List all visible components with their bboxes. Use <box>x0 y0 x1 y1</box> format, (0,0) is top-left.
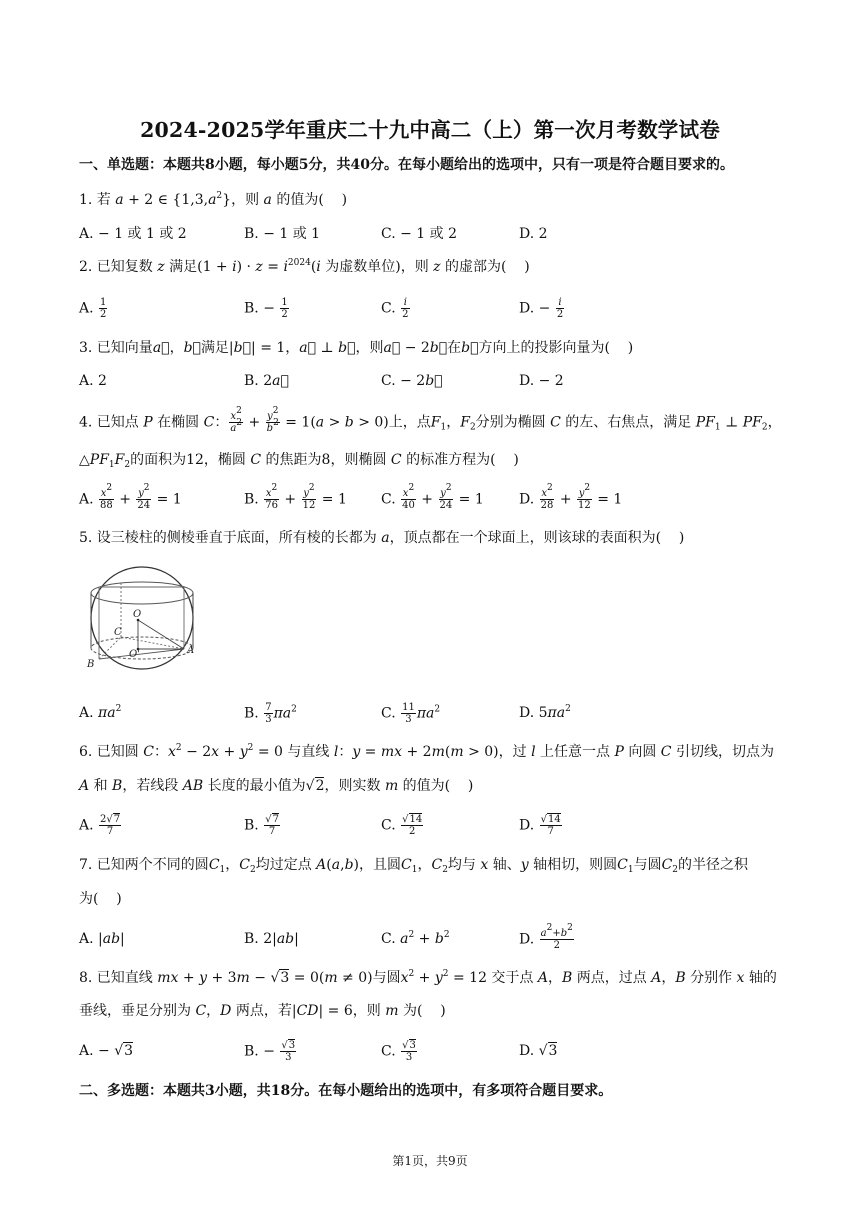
option-c: C. $\frac{11}{3}$ $\pi a^2$ <box>381 702 441 725</box>
question-2-options <box>79 297 779 319</box>
option-a: A. $\frac{2√7}{7}$ <box>79 814 121 837</box>
question-7-stem-line1: 7. 已知两个不同的圆$C_1$，$C_2$均过定点 A(a,b)，且圆$C_1$，$C_2$均与 x 轴、y 轴相切，则圆$C_1$与圆$C_2$的半径之积 <box>79 857 749 875</box>
option-c: C. $\frac{√3}{3}$ <box>381 1040 416 1063</box>
label-b: B <box>87 659 95 670</box>
question-1-stem: 1. 若 a + 2 ∈ $\{1,3,a^2\}$，则 a 的值为( ) <box>79 191 348 208</box>
option-a: A. $\pi a^2$ <box>79 704 122 721</box>
option-c: C. $\frac{x^2}{40}$ + $\frac{y^2}{24}$ = 1 <box>381 483 484 511</box>
question-7-stem-line2: 为( ) <box>79 891 122 907</box>
option-b: B. − $\frac{√3}{3}$ <box>244 1040 296 1063</box>
option-c: C. $\frac{i}{2}$ <box>381 297 409 320</box>
question-5-stem: 5. 设三棱柱的侧棱垂直于底面，所有棱的长都为 a，顶点都在一个球面上，则该球的表面积为( ) <box>79 530 685 546</box>
option-b: B. 2a⃗ <box>244 373 289 389</box>
option-d: D. $\frac{a^2+b^2}{2}$ <box>519 923 573 951</box>
option-b: B. $\frac{√7}{7}$ <box>244 814 279 837</box>
option-d: D. $\frac{√14}{7}$ <box>519 814 561 837</box>
label-c: C <box>114 627 122 638</box>
page-title: 2024-2025学年重庆二十九中高二（上）第一次月考数学试卷 <box>140 118 720 142</box>
option-a: A. |ab| <box>79 931 125 947</box>
option-d: D. √3 <box>519 1043 558 1059</box>
question-2-stem: 2. 已知复数 z 满足$(1 + i) \cdot z = i^{2024}(i$ 为虚数单位)，则 z 的虚部为( ) <box>79 258 530 275</box>
option-d: D. $\frac{x^2}{28}$ + $\frac{y^2}{12}$ = 1 <box>519 483 623 511</box>
question-7-options <box>79 923 779 951</box>
option-a: A. − 1 或 1 或 2 <box>79 226 187 242</box>
page-footer: 第1页，共9页 <box>392 1154 468 1168</box>
section-1-heading: 一、单选题：本题共8小题，每小题5分，共40分。在每小题给出的选项中，只有一项是符合题目要求的。 <box>79 157 734 173</box>
option-a: A. − √3 <box>79 1043 134 1059</box>
option-d: D. 2 <box>519 226 548 242</box>
option-c: C. $\frac{√14}{2}$ <box>381 814 423 837</box>
question-4-stem-line1: 4. 已知点 P 在椭圆 C： $\frac{x^2}{a^2}$ + $\frac{y^2}{b^2}$ = 1(a > b > 0)上，点$F_1$，$F_2$分别为椭圆 C 的左、右焦点，满足 $PF_1$ ⊥ $PF_2$， <box>79 406 782 434</box>
question-4-stem-line2: $\triangle PF_1F_2$的面积为12，椭圆 C 的焦距为8，则椭圆 C 的标准方程为( ) <box>79 452 519 470</box>
question-4-options <box>79 483 779 511</box>
option-b: B. − 1 或 1 <box>244 226 321 242</box>
option-d: D. − 2 <box>519 373 564 389</box>
option-b: B. $\frac{7}{3}$ $\pi a^2$ <box>244 702 297 725</box>
option-b: B. 2|ab| <box>244 931 299 947</box>
option-b: B. − $\frac{1}{2}$ <box>244 297 288 320</box>
question-5-options <box>79 702 779 724</box>
question-6-stem-line2: A 和 B，若线段 AB 长度的最小值为√2，则实数 m 的值为( ) <box>79 778 474 794</box>
option-d: D. − $\frac{i}{2}$ <box>519 297 564 320</box>
label-o-prime: O' <box>129 649 140 660</box>
option-b: B. $\frac{x^2}{76}$ + $\frac{y^2}{12}$ = 1 <box>244 483 347 511</box>
option-c: C. $a^2 + b^2$ <box>381 930 450 947</box>
option-a: A. $\frac{1}{2}$ <box>79 297 107 320</box>
section-2-heading: 二、多选题：本题共3小题，共18分。在每小题给出的选项中，有多项符合题目要求。 <box>79 1083 613 1099</box>
option-c: C. − 1 或 2 <box>381 226 458 242</box>
sphere-prism-diagram <box>79 563 209 671</box>
label-a: A <box>187 645 195 656</box>
sphere-prism-figure <box>79 563 209 671</box>
question-8-stem-line2: 垂线，垂足分别为 C，D 两点，若|CD| = 6，则 m 为( ) <box>79 1003 446 1019</box>
question-6-stem-line1: 6. 已知圆 C：$x^2 - 2x + y^2 = 0$ 与直线 l：y = mx + 2m(m > 0)，过 l 上任意一点 P 向圆 C 引切线，切点为 <box>79 743 774 760</box>
option-a: A. 2 <box>79 373 107 389</box>
question-8-stem-line1: 8. 已知直线 mx + y + 3m − √3 = 0(m ≠ 0)与圆$x^2 + y^2 = 12$ 交于点 A，B 两点，过点 A，B 分别作 x 轴的 <box>79 969 777 986</box>
question-3-stem: 3. 已知向量a⃗，b⃗满足|b⃗| = 1，a⃗ ⊥ b⃗，则a⃗ − 2b⃗在b⃗方向上的投影向量为( ) <box>79 340 634 356</box>
question-1-options <box>79 223 779 245</box>
question-8-options <box>79 1040 779 1062</box>
option-a: A. $\frac{x^2}{88}$ + $\frac{y^2}{24}$ = 1 <box>79 483 182 511</box>
option-d: D. $5\pi a^2$ <box>519 704 571 721</box>
label-o: O <box>133 609 142 620</box>
option-c: C. − 2b⃗ <box>381 373 443 389</box>
question-3-options <box>79 370 779 392</box>
question-6-options <box>79 814 779 836</box>
